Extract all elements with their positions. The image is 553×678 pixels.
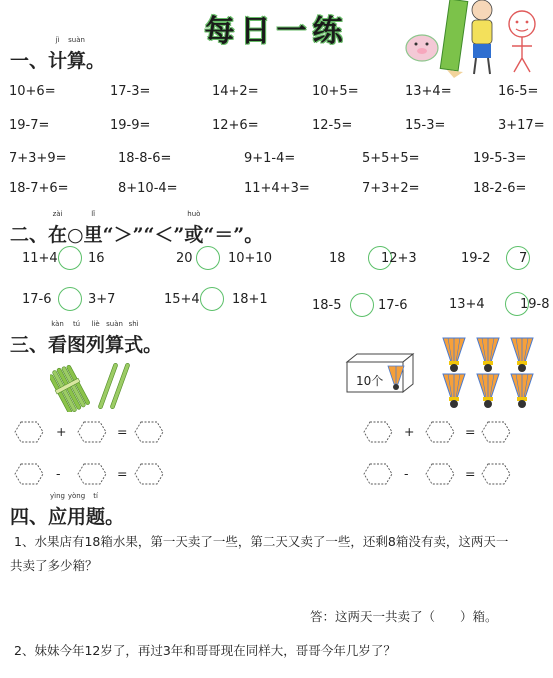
heading-text: 计 bbox=[48, 50, 68, 72]
calc-problem: 12+6= bbox=[212, 118, 259, 133]
compare-right: 10+10 bbox=[228, 251, 272, 266]
shuttlecock-icon bbox=[385, 364, 407, 392]
calc-problem: 19-7= bbox=[9, 118, 50, 133]
answer-hexagon[interactable] bbox=[363, 421, 393, 443]
pinyin: yìng bbox=[50, 492, 65, 500]
answer-hexagon[interactable] bbox=[481, 463, 511, 485]
answer-hexagon[interactable] bbox=[14, 463, 44, 485]
shuttlecock-icon bbox=[474, 372, 502, 410]
compare-answer-circle[interactable] bbox=[196, 246, 220, 270]
answer-hexagon[interactable] bbox=[481, 421, 511, 443]
heading-char bbox=[124, 320, 144, 357]
compare-right: 19-8 bbox=[520, 297, 550, 312]
compare-right: 18+1 bbox=[232, 292, 268, 307]
operator: - bbox=[404, 466, 409, 481]
compare-answer-circle[interactable] bbox=[350, 293, 374, 317]
section-number: 四、 bbox=[10, 506, 49, 528]
calc-problem: 18-7+6= bbox=[9, 181, 69, 196]
operator: = bbox=[465, 466, 476, 481]
section-number: 一、 bbox=[10, 50, 49, 72]
pinyin: tú bbox=[72, 320, 81, 328]
compare-right: 3+7 bbox=[88, 292, 116, 307]
pinyin: huò bbox=[187, 210, 201, 218]
problem-1-line2: 共卖了多少箱？ bbox=[10, 558, 98, 573]
compare-answer-circle[interactable] bbox=[58, 246, 82, 270]
heading-text: 题 bbox=[86, 506, 106, 528]
section-4-heading bbox=[10, 492, 125, 529]
answer-hexagon[interactable] bbox=[77, 463, 107, 485]
operator: - bbox=[56, 466, 61, 481]
heading-text: 里 bbox=[83, 224, 103, 246]
answer-hexagon[interactable] bbox=[134, 463, 164, 485]
heading-char bbox=[67, 492, 87, 529]
compare-left: 17-6 bbox=[22, 292, 52, 307]
calc-problem: 7+3+2= bbox=[362, 181, 420, 196]
calc-problem: 7+3+9= bbox=[9, 151, 67, 166]
heading-text: ○ bbox=[67, 224, 84, 246]
pinyin: shì bbox=[128, 320, 139, 328]
answer-hexagon[interactable] bbox=[134, 421, 164, 443]
pinyin: liè bbox=[91, 320, 100, 328]
shuttlecock-icon bbox=[440, 372, 468, 410]
pinyin: suàn bbox=[68, 36, 85, 44]
calc-problem: 11+4+3= bbox=[244, 181, 310, 196]
pinyin: jì bbox=[55, 36, 60, 44]
heading-char bbox=[83, 210, 103, 247]
page-title: 每日一练 bbox=[204, 14, 349, 49]
compare-right: 17-6 bbox=[378, 298, 408, 313]
calc-problem: 5+5+5= bbox=[362, 151, 420, 166]
section-2-heading bbox=[10, 210, 264, 247]
operator: + bbox=[56, 424, 67, 439]
calc-problem: 13+4= bbox=[405, 84, 452, 99]
compare-left: 15+4 bbox=[164, 292, 200, 307]
compare-answer-circle[interactable] bbox=[200, 287, 224, 311]
heading-tail: 。 bbox=[105, 506, 125, 528]
heading-tail: 。 bbox=[86, 50, 106, 72]
calc-problem: 16-5= bbox=[498, 84, 539, 99]
heading-text: 或 bbox=[184, 224, 204, 246]
calc-problem: 19-9= bbox=[110, 118, 151, 133]
heading-char bbox=[67, 36, 87, 73]
problem-1-answer: 答：这两天一共卖了（ ）箱。 bbox=[310, 609, 498, 624]
compare-left: 18-5 bbox=[312, 298, 342, 313]
pinyin: tí bbox=[93, 492, 98, 500]
heading-text: 算 bbox=[67, 50, 87, 72]
section-number: 二、 bbox=[10, 224, 49, 246]
heading-text: 应 bbox=[48, 506, 68, 528]
calc-problem: 18-8-6= bbox=[118, 151, 172, 166]
shuttlecock-icon bbox=[440, 336, 468, 374]
operator: = bbox=[117, 466, 128, 481]
heading-text: “＞”“＜” bbox=[102, 224, 185, 246]
pinyin: suàn bbox=[106, 320, 123, 328]
stick-bundle bbox=[50, 362, 91, 412]
compare-right: 12+3 bbox=[381, 251, 417, 266]
heading-char bbox=[103, 220, 185, 247]
answer-hexagon[interactable] bbox=[425, 463, 455, 485]
pig-doodle bbox=[406, 35, 438, 61]
problem-1-line1: 1、水果店有18箱水果，第一天卖了一些，第二天又卖了一些，还剩8箱没有卖，这两天一 bbox=[14, 534, 509, 549]
answer-hexagon[interactable] bbox=[14, 421, 44, 443]
problem-2-line1: 2、妹妹今年12岁了，再过3年和哥哥现在同样大，哥哥今年几岁了？ bbox=[14, 643, 396, 658]
heading-text: “＝”。 bbox=[203, 224, 264, 246]
operator: + bbox=[404, 424, 415, 439]
compare-left: 13+4 bbox=[449, 297, 485, 312]
compare-left: 19-2 bbox=[461, 251, 491, 266]
pinyin: yòng bbox=[67, 492, 86, 500]
answer-hexagon[interactable] bbox=[425, 421, 455, 443]
stick-bundle-image bbox=[50, 360, 140, 412]
pinyin: lǐ bbox=[91, 210, 96, 218]
compare-right: 16 bbox=[88, 251, 105, 266]
operator: = bbox=[117, 424, 128, 439]
heading-char bbox=[48, 320, 68, 357]
heading-char bbox=[67, 320, 87, 357]
heading-text: 用 bbox=[67, 506, 87, 528]
heading-char bbox=[105, 320, 125, 357]
calc-problem: 8+10-4= bbox=[118, 181, 178, 196]
heading-text: 算 bbox=[105, 334, 125, 356]
compare-answer-circle[interactable] bbox=[58, 287, 82, 311]
heading-char bbox=[184, 210, 204, 247]
heading-text: 看 bbox=[48, 334, 68, 356]
answer-hexagon[interactable] bbox=[363, 463, 393, 485]
calc-problem: 10+6= bbox=[9, 84, 56, 99]
heading-text: 列 bbox=[86, 334, 106, 356]
box-label: 10个 bbox=[356, 374, 384, 388]
operator: = bbox=[465, 424, 476, 439]
calc-problem: 18-2-6= bbox=[473, 181, 527, 196]
heading-text: 式 bbox=[124, 334, 144, 356]
shuttlecock-icon bbox=[508, 336, 536, 374]
shuttlecock-icon bbox=[508, 372, 536, 410]
pinyin: zài bbox=[52, 210, 63, 218]
heading-text: 在 bbox=[48, 224, 68, 246]
section-1-heading bbox=[10, 36, 106, 73]
calc-problem: 15-3= bbox=[405, 118, 446, 133]
calc-problem: 9+1-4= bbox=[244, 151, 296, 166]
heading-tail: 。 bbox=[143, 334, 163, 356]
compare-left: 18 bbox=[329, 251, 346, 266]
child-figure bbox=[472, 0, 492, 74]
section-3-heading bbox=[10, 320, 163, 357]
answer-hexagon[interactable] bbox=[77, 421, 107, 443]
section-number: 三、 bbox=[10, 334, 49, 356]
calc-problem: 17-3= bbox=[110, 84, 151, 99]
calc-problem: 10+5= bbox=[312, 84, 359, 99]
heading-char bbox=[48, 36, 68, 73]
heading-char bbox=[67, 224, 84, 246]
calc-problem: 14+2= bbox=[212, 84, 259, 99]
heading-char bbox=[86, 320, 106, 357]
single-sticks bbox=[98, 363, 130, 409]
compare-left: 11+4 bbox=[22, 251, 58, 266]
calc-problem: 12-5= bbox=[312, 118, 353, 133]
compare-right: 7 bbox=[519, 251, 528, 266]
heading-char bbox=[48, 210, 68, 247]
calc-problem: 19-5-3= bbox=[473, 151, 527, 166]
heading-text: 图 bbox=[67, 334, 87, 356]
giant-pencil bbox=[440, 0, 468, 78]
heading-char bbox=[203, 220, 263, 247]
girl-doodle bbox=[509, 11, 535, 72]
shuttlecock-icon bbox=[474, 336, 502, 374]
pinyin: kàn bbox=[51, 320, 64, 328]
heading-char bbox=[86, 492, 106, 529]
calc-problem: 3+17= bbox=[498, 118, 545, 133]
heading-char bbox=[48, 492, 68, 529]
kids-illustration bbox=[400, 0, 553, 78]
compare-left: 20 bbox=[176, 251, 193, 266]
